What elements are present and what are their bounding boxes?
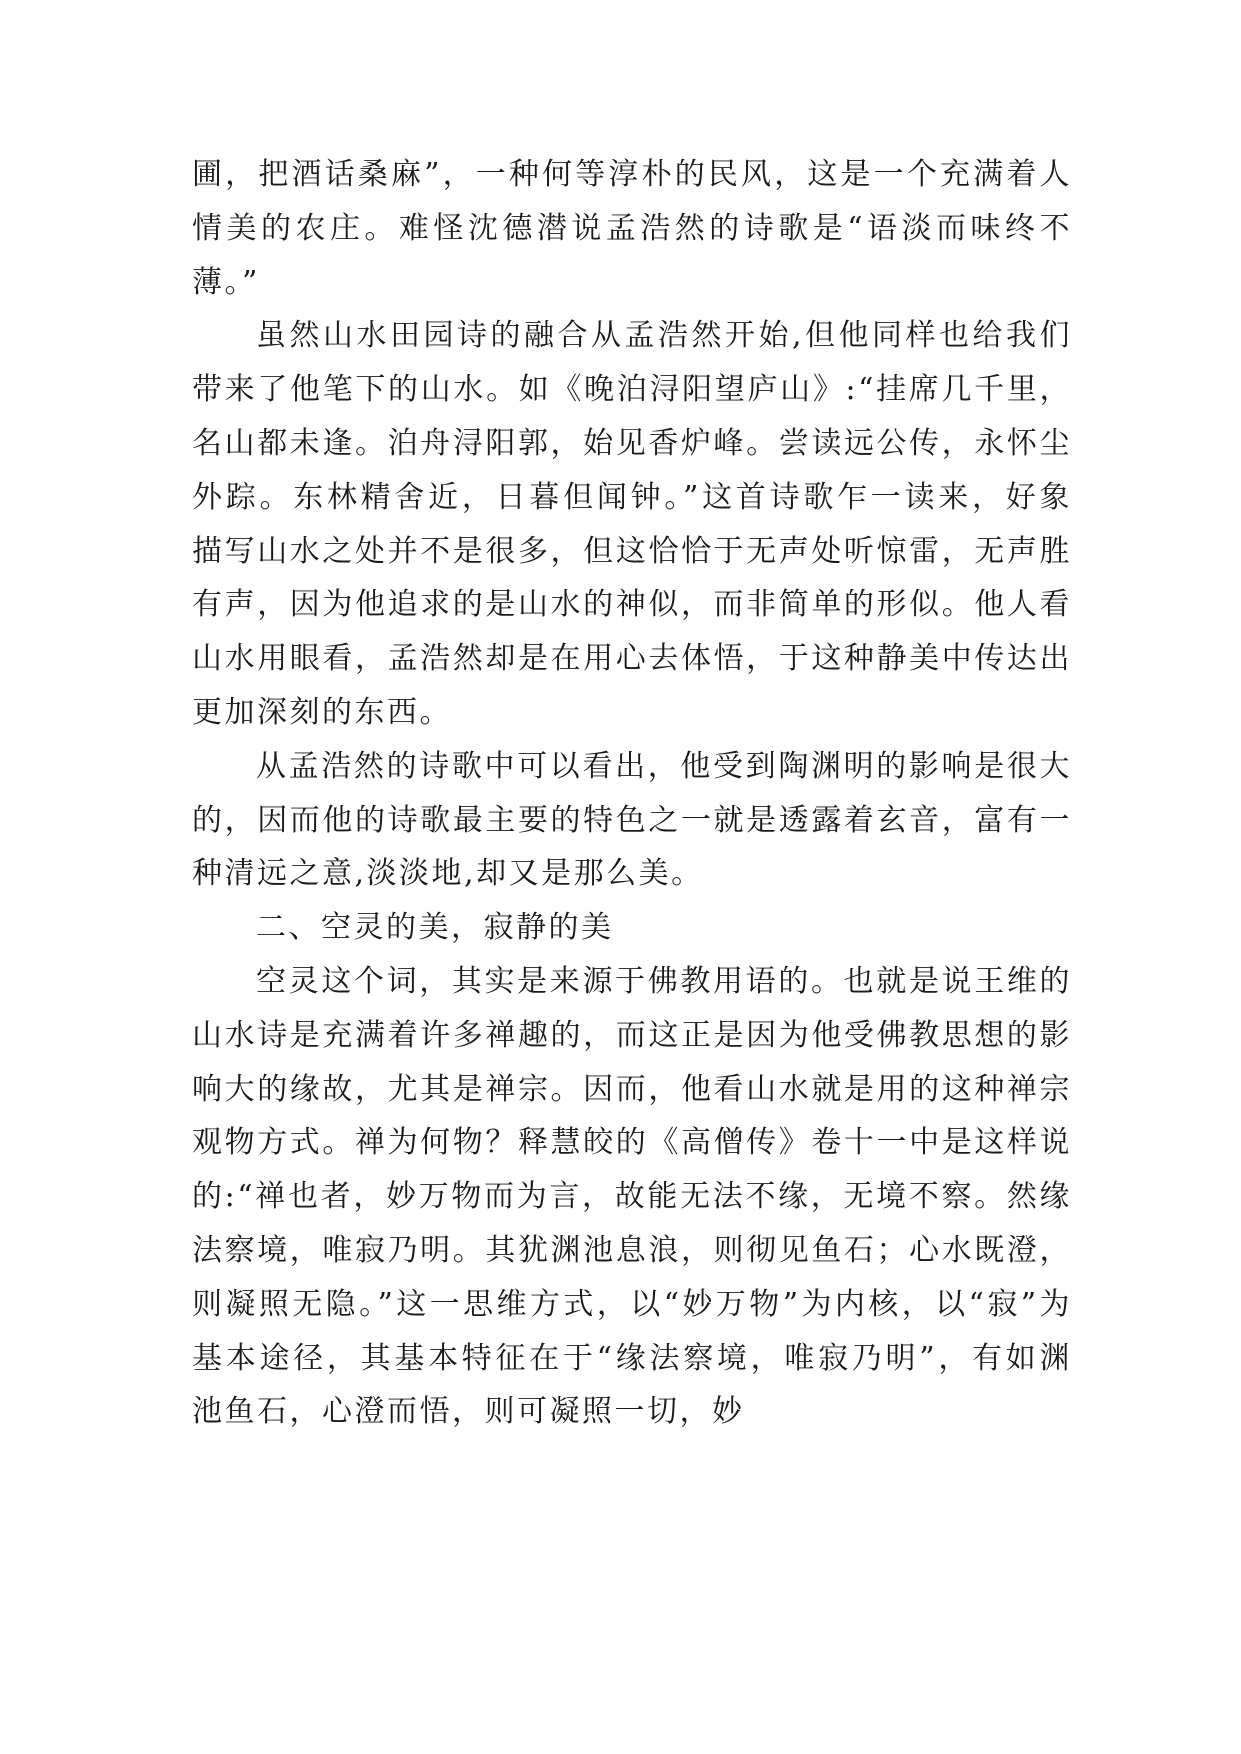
paragraph-tao-yuanming-influence: 从孟浩然的诗歌中可以看出，他受到陶渊明的影响是很大的，因而他的诗歌最主要的特色之一就是透露着玄音，富有一种清远之意,淡淡地,却又是那么美。 bbox=[192, 748, 1072, 892]
section-heading: 二、空灵的美，寂静的美 bbox=[256, 910, 614, 946]
paragraph-kongling: 空灵这个词，其实是来源于佛教用语的。也就是说王维的山水诗是充满着许多禅趣的，而这正是因为他受佛教思想的影响大的缘故，尤其是禅宗。因而，他看山水就是用的这种禅宗观物方式。禅为何物？释慧皎的《高僧传》卷十一中是这样说的:“禅也者，妙万物而为言，故能无法不缘，无境不察。然缘法察境，唯寂乃明。其犹渊池息浪，则彻见鱼石；心水既澄，则凝照无隐。”这一思维方式，以“妙万物”为内核，以“寂”为基本途径，其基本特征在于“缘法察境，唯寂乃明”，有如渊池鱼石，心澄而悟，则可凝照一切，妙 bbox=[192, 963, 1072, 1430]
paragraph-continuation: 圃，把酒话桑麻”，一种何等淳朴的民风，这是一个充满着人情美的农庄。难怪沈德潜说孟浩然的诗歌是“语淡而味终不薄。” bbox=[192, 157, 1072, 300]
document-page bbox=[192, 148, 1072, 1439]
paragraph-meng-haoran-landscape: 虽然山水田园诗的融合从孟浩然开始,但他同样也给我们带来了他笔下的山水。如《晚泊浔阳望庐山》:“挂席几千里，名山都未逢。泊舟浔阳郭，始见香炉峰。尝读远公传，永怀尘外踪。东林精舍近，日暮但闻钟。”这首诗歌乍一读来，好象描写山水之处并不是很多，但这恰恰于无声处听惊雷，无声胜有声，因为他追求的是山水的神似，而非简单的形似。他人看山水用眼看，孟浩然却是在用心去体悟，于这种静美中传达出更加深刻的东西。 bbox=[192, 318, 1072, 730]
